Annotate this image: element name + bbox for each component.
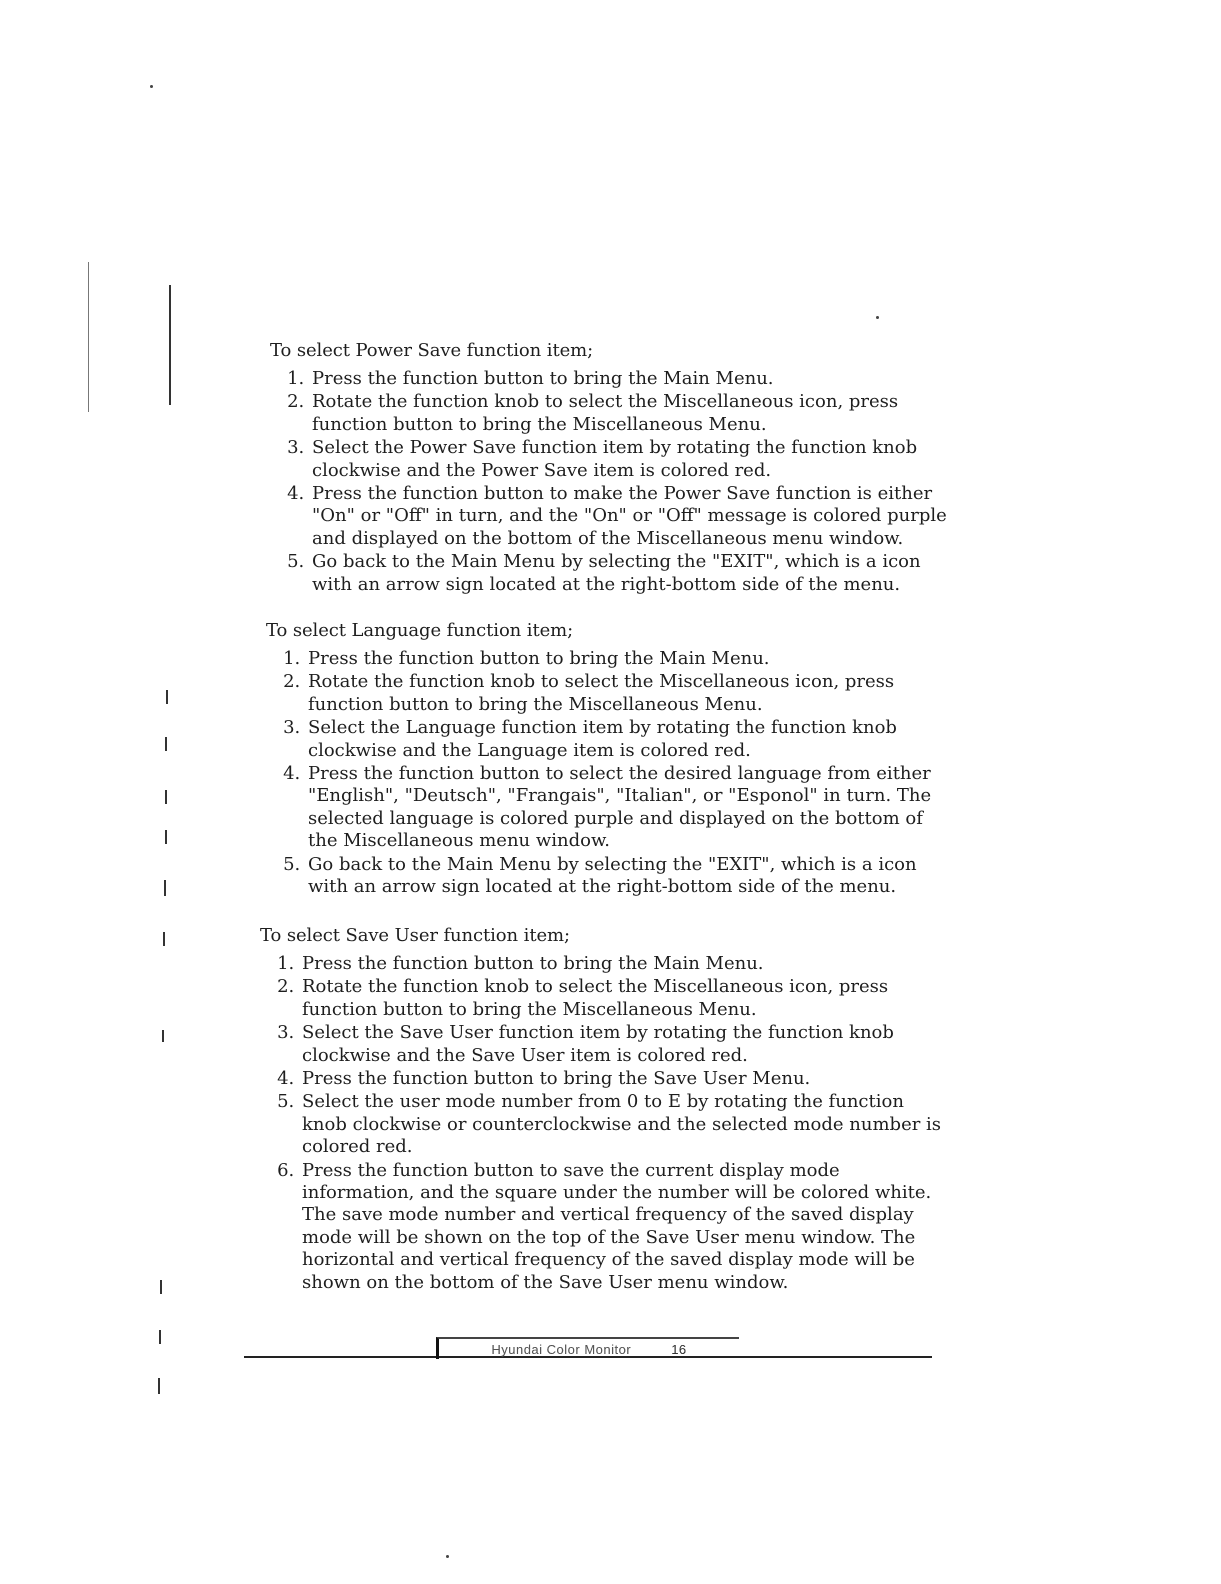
step-item: 1. Press the function button to bring the Main Menu. [310, 368, 960, 390]
step-item: 1. Press the function button to bring the Main Menu. [306, 648, 956, 670]
scan-margin-mark [158, 1378, 160, 1394]
step-item: 5. Go back to the Main Menu by selecting the "EXIT", which is a icon with an arrow sign located at the right-bottom side of the menu. [310, 551, 960, 596]
section-language [266, 620, 956, 899]
step-item: 5. Go back to the Main Menu by selecting the "EXIT", which is a icon with an arrow sign located at the right-bottom side of the menu. [306, 854, 956, 899]
scan-margin-line [169, 285, 171, 405]
page-number: 16 [671, 1341, 687, 1357]
step-item: 2. Rotate the function knob to select the Miscellaneous icon, press function button to bring the Miscellaneous Menu. [306, 671, 956, 716]
step-item: 3. Select the Power Save function item by rotating the function knob clockwise and the Power Save item is colored red. [310, 437, 960, 482]
section-heading: To select Language function item; [266, 620, 574, 641]
page-footer [436, 1337, 739, 1359]
step-item: 2. Rotate the function knob to select the Miscellaneous icon, press function button to bring the Miscellaneous Menu. [310, 391, 960, 436]
step-item: 4. Press the function button to bring the Save User Menu. [300, 1068, 950, 1090]
step-item: 3. Select the Language function item by rotating the function knob clockwise and the Language item is colored red. [306, 717, 956, 762]
scan-margin-mark [165, 737, 167, 751]
scan-margin-mark [164, 880, 166, 896]
scan-speck [876, 316, 879, 319]
section-save-user [260, 925, 950, 1295]
step-list [266, 648, 956, 898]
step-item: 6. Press the function button to save the current display mode information, and the square under the number will be colored white. The save mode number and vertical frequency of the saved display mode will be shown on the top of the Save User menu window. The horizontal and vertical frequency of the saved display mode will be shown on the bottom of the Save User menu window. [300, 1160, 950, 1294]
step-item: 2. Rotate the function knob to select the Miscellaneous icon, press function button to bring the Miscellaneous Menu. [300, 976, 950, 1021]
step-list [270, 368, 960, 596]
scan-margin-mark [159, 1330, 161, 1344]
scan-speck [150, 85, 153, 88]
scan-speck [446, 1555, 449, 1558]
scan-margin-mark [163, 932, 165, 946]
scan-margin-line [88, 262, 89, 412]
step-item: 1. Press the function button to bring the Main Menu. [300, 953, 950, 975]
section-heading: To select Power Save function item; [270, 340, 594, 361]
scan-margin-mark [162, 1030, 164, 1042]
scan-margin-mark [166, 690, 168, 704]
step-item: 4. Press the function button to select the desired language from either "English", "Deutsch", "Frangais", "Italian", or "Esponol" in turn. The selected language is colored purple and displayed on the bottom of the Miscellaneous menu window. [306, 763, 956, 853]
section-heading: To select Save User function item; [260, 925, 570, 946]
scan-margin-mark [165, 790, 167, 804]
scan-margin-mark [160, 1280, 162, 1294]
step-list [260, 953, 950, 1294]
scan-margin-mark [165, 830, 167, 844]
step-item: 4. Press the function button to make the Power Save function is either "On" or "Off" in turn, and the "On" or "Off" message is colored purple and displayed on the bottom of the Miscellaneous menu window. [310, 483, 960, 550]
step-item: 3. Select the Save User function item by rotating the function knob clockwise and the Save User item is colored red. [300, 1022, 950, 1067]
footer-label: Hyundai Color Monitor [491, 1341, 632, 1357]
step-item: 5. Select the user mode number from 0 to E by rotating the function knob clockwise or counterclockwise and the selected mode number is colored red. [300, 1091, 950, 1158]
section-power-save [270, 340, 960, 597]
